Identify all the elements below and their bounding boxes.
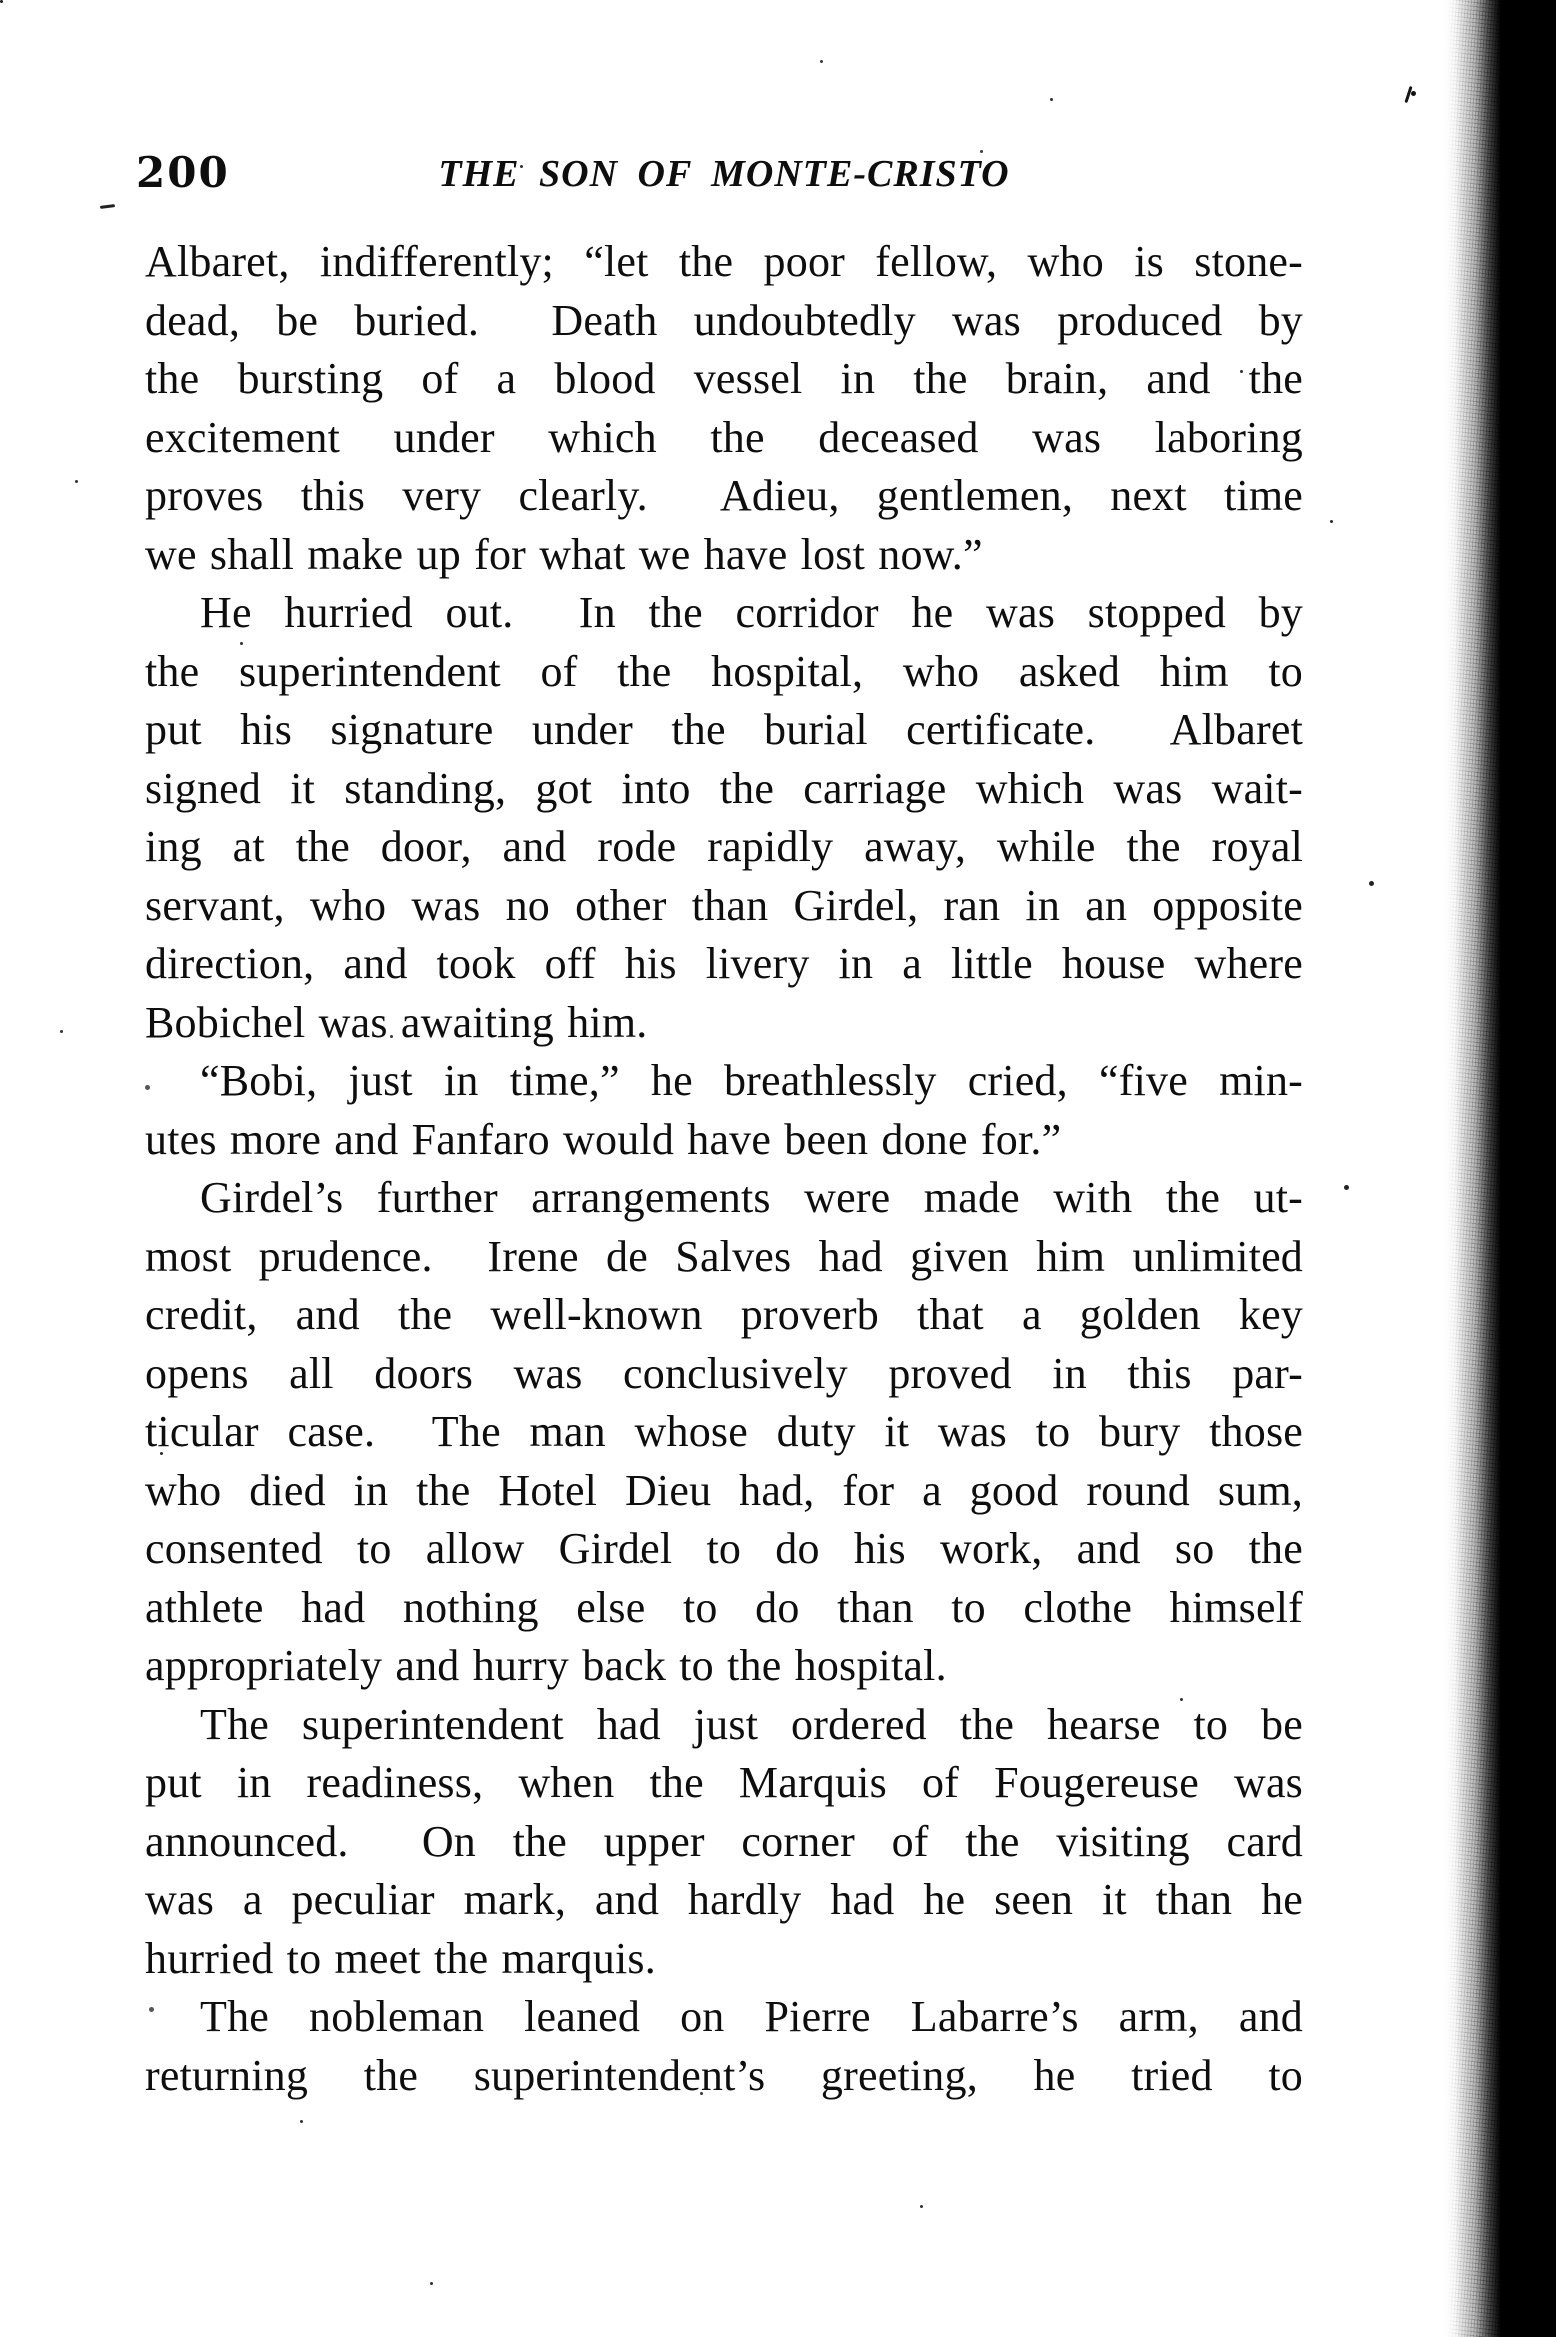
text-line: consented to allow Girdel to do his work, and so the [145,1524,1303,1573]
text-line: dead, be buried. Death undoubtedly was produced by [145,295,1303,345]
text-line: credit, and the well-known proverb that a golden key [145,1290,1303,1339]
text-line: opens all doors was conclusively proved in this par- [145,1348,1303,1398]
text-line: excitement under which the deceased was laboring [145,412,1303,462]
text-line: The superintendent had just ordered the hearse to be [200,1699,1303,1749]
text-line: “Bobi, just in time,” he breathlessly cried, “five min- [200,1056,1303,1105]
text-line: we shall make up for what we have lost now.” [145,529,983,579]
page-header [136,148,1303,200]
text-line: hurried to meet the marquis. [145,1933,656,1983]
stray-ink-dash [100,204,115,209]
text-line: Albaret, indifferently; “let the poor fellow, who is stone- [145,237,1303,286]
text-line: most prudence. Irene de Salves had given him unlimited [145,1231,1303,1281]
text-line: was a peculiar mark, and hardly had he seen it than he [145,1875,1303,1924]
text-line: the superintendent of the hospital, who asked him to [145,646,1303,696]
text-line: returning the superintendent’s greeting, he tried to [145,2050,1303,2100]
text-line: the bursting of a blood vessel in the brain, and the [145,354,1303,403]
page-number: 200 [136,148,230,197]
text-block [145,233,1303,2105]
text-line: announced. On the upper corner of the visiting card [145,1816,1303,1866]
text-line: signed it standing, got into the carriage which was wait- [145,763,1303,813]
stray-ink-slash [1404,86,1412,103]
text-line: He hurried out. In the corridor he was stopped by [200,588,1303,637]
text-line: appropriately and hurry back to the hospital. [145,1641,947,1690]
text-line: servant, who was no other than Girdel, ran in an opposite [145,880,1303,930]
text-line: who died in the Hotel Dieu had, for a good round sum, [145,1465,1303,1515]
text-line: Girdel’s further arrangements were made with the ut- [200,1173,1303,1222]
text-line: The nobleman leaned on Pierre Labarre’s arm, and [200,1992,1303,2041]
text-line: ing at the door, and rode rapidly away, while the royal [145,822,1303,871]
text-line: proves this very clearly. Adieu, gentlemen, next time [145,471,1303,520]
text-line: put his signature under the burial certificate. Albaret [145,705,1303,754]
text-line: ticular case. The man whose duty it was to bury those [145,1407,1303,1456]
text-line: athlete had nothing else to do than to clothe himself [145,1582,1303,1632]
text-line: Bobichel was awaiting him. [145,997,648,1047]
text-line: put in readiness, when the Marquis of Fougereuse was [145,1758,1303,1807]
text-line: direction, and took off his livery in a little house where [145,939,1303,988]
scan-edge-shadow [1441,0,1556,2337]
text-line: utes more and Fanfaro would have been done for.” [145,1114,1062,1164]
running-title: THE SON OF MONTE-CRISTO [438,153,1010,195]
